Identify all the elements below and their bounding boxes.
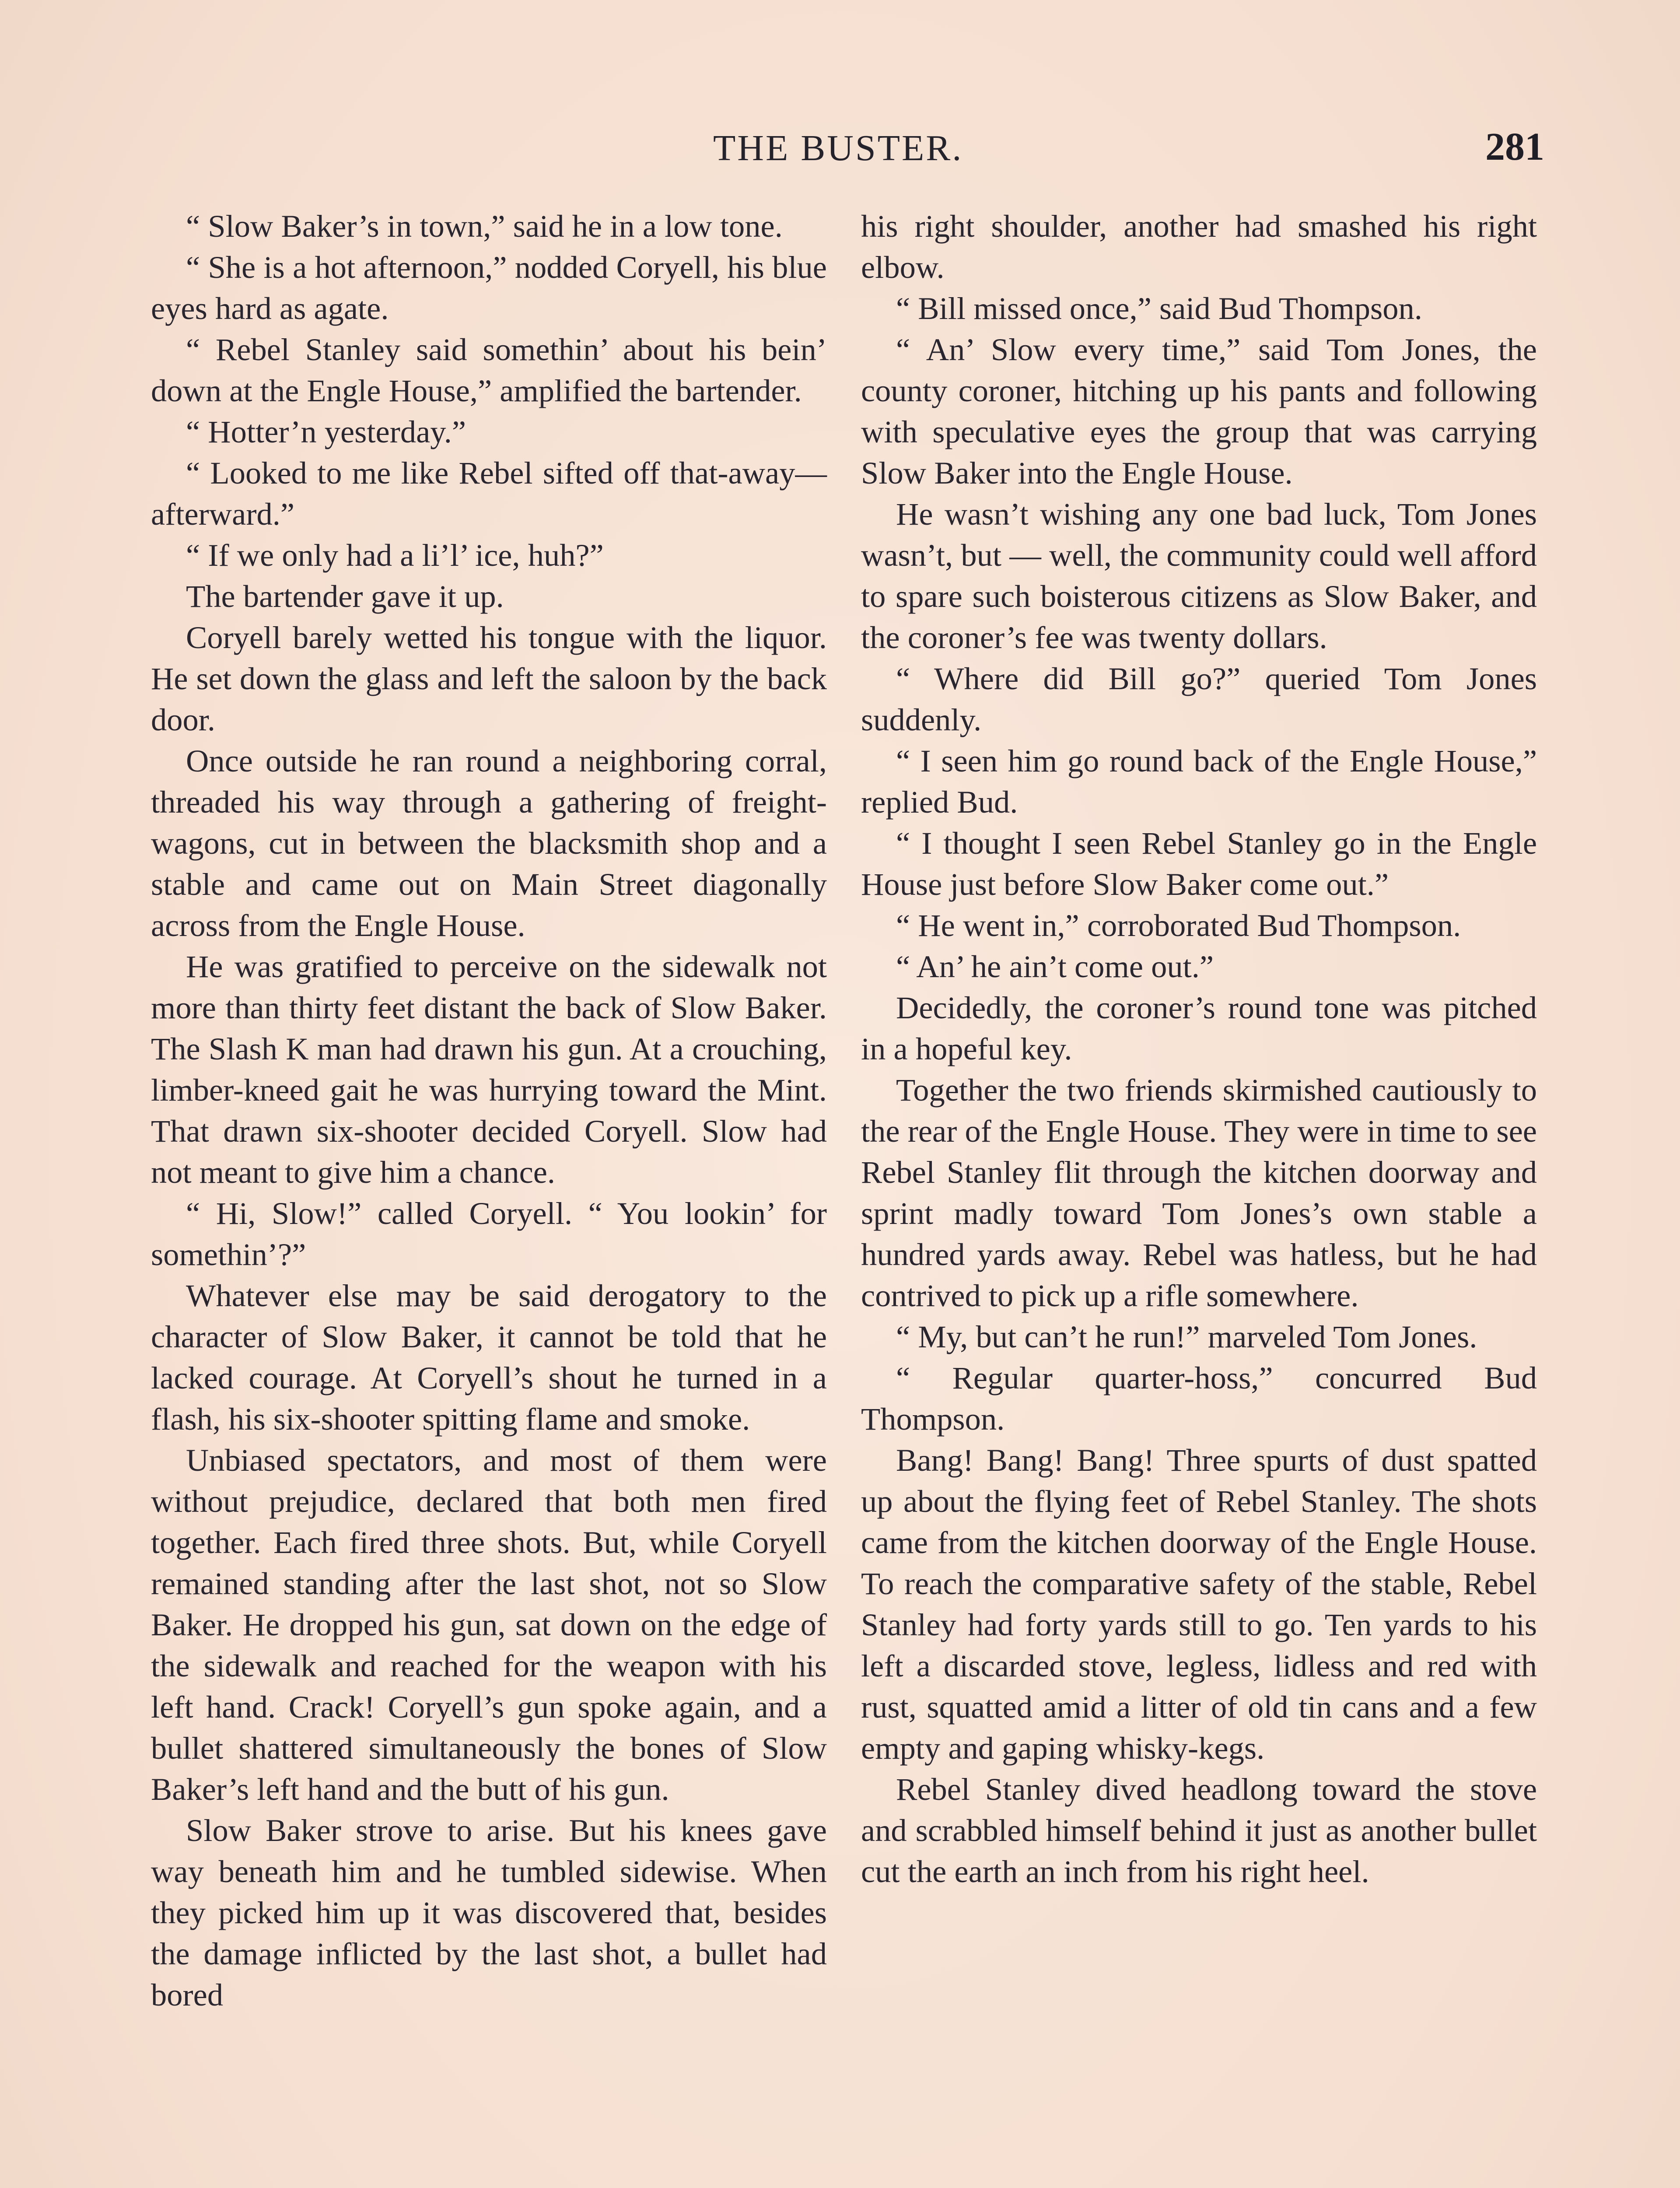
paragraph: “ She is a hot afternoon,” nodded Coryell, his blue eyes hard as agate.	[151, 249, 827, 326]
paragraph: The bartender gave it up.	[186, 579, 504, 614]
paragraph: “ I seen him go round back of the Engle House,” replied Bud.	[861, 743, 1537, 820]
paragraph: “ Hi, Slow!” called Coryell. “ You lookin’ for somethin’?”	[151, 1196, 827, 1272]
paragraph: “ An’ Slow every time,” said Tom Jones, the county coroner, hitching up his pants and following with speculative eyes the group that was carrying Slow Baker into the Engle House.	[861, 332, 1537, 491]
paragraph: Slow Baker strove to arise. But his knees gave way beneath him and he tumbled sidewise. When they picked him up it was discovered that, besides the damage inflicted by the last shot, a bullet had bored	[151, 1813, 827, 2013]
paragraph: “ An’ he ain’t come out.”	[896, 949, 1214, 984]
paragraph: “ Hotter’n yesterday.”	[186, 414, 466, 449]
paragraph: “ Regular quarter-hoss,” concurred Bud Thompson.	[861, 1360, 1537, 1437]
right-text-column	[861, 206, 1537, 1892]
paragraph: Decidedly, the coroner’s round tone was pitched in a hopeful key.	[861, 990, 1537, 1066]
page-number: 281	[1485, 125, 1544, 168]
paragraph: “ Looked to me like Rebel sifted off that-away—afterward.”	[151, 455, 827, 532]
paragraph: He wasn’t wishing any one bad luck, Tom Jones wasn’t, but — well, the community could well afford to spare such boisterous citizens as Slow Baker, and the coroner’s fee was twenty dollars.	[861, 496, 1537, 655]
paragraph: “ If we only had a li’l’ ice, huh?”	[186, 537, 604, 573]
paragraph: Together the two friends skirmished cautiously to the rear of the Engle House. They were in time to see Rebel Stanley flit through the kitchen doorway and sprint madly toward Tom Jones’s own stable a hundred yards away. Rebel was hatless, but he had contrived to pick up a rifle somewhere.	[861, 1072, 1537, 1313]
page-header	[0, 127, 1680, 179]
paragraph: He was gratified to perceive on the sidewalk not more than thirty feet distant the back of Slow Baker. The Slash K man had drawn his gun. At a crouching, limber-kneed gait he was hurrying toward the Mint. That drawn six-shooter decided Coryell. Slow had not meant to give him a chance.	[151, 949, 827, 1190]
paragraph: his right shoulder, another had smashed his right elbow.	[861, 208, 1537, 285]
paragraph: Coryell barely wetted his tongue with the liquor. He set down the glass and left the saloon by the back door.	[151, 620, 827, 737]
running-title: THE BUSTER.	[713, 128, 963, 168]
paragraph: Unbiased spectators, and most of them were without prejudice, declared that both men fired together. Each fired three shots. But, while Coryell remained standing after the last shot, not so Slow Baker. He dropped his gun, sat down on the edge of the sidewalk and reached for the weapon with his left hand. Crack! Coryell’s gun spoke again, and a bullet shattered simultaneously the bones of Slow Baker’s left hand and the butt of his gun.	[151, 1442, 827, 1807]
paragraph: Rebel Stanley dived headlong toward the stove and scrabbled himself behind it just as another bullet cut the earth an inch from his right heel.	[861, 1771, 1537, 1889]
left-text-column	[151, 206, 827, 2016]
paragraph: “ Rebel Stanley said somethin’ about his bein’ down at the Engle House,” amplified the bartender.	[151, 332, 827, 408]
paragraph: “ Where did Bill go?” queried Tom Jones suddenly.	[861, 661, 1537, 737]
paragraph: “ Bill missed once,” said Bud Thompson.	[896, 291, 1422, 326]
paragraph: Bang! Bang! Bang! Three spurts of dust spatted up about the flying feet of Rebel Stanley. The shots came from the kitchen doorway of the Engle House. To reach the comparative safety of the stable, Rebel Stanley had forty yards still to go. Ten yards to his left a discarded stove, legless, lidless and red with rust, squatted amid a litter of old tin cans and a few empty and gaping whisky-kegs.	[861, 1442, 1537, 1766]
paragraph: “ Slow Baker’s in town,” said he in a low tone.	[186, 208, 783, 244]
paragraph: Whatever else may be said derogatory to the character of Slow Baker, it cannot be told that he lacked courage. At Coryell’s shout he turned in a flash, his six-shooter spitting flame and smoke.	[151, 1278, 827, 1437]
paragraph: “ My, but can’t he run!” marveled Tom Jones.	[896, 1319, 1477, 1354]
paragraph: Once outside he ran round a neighboring corral, threaded his way through a gathering of freight-wagons, cut in between the blacksmith shop and a stable and came out on Main Street diagonally across from the Engle House.	[151, 743, 827, 943]
paragraph: “ He went in,” corroborated Bud Thompson.	[896, 908, 1461, 943]
paragraph: “ I thought I seen Rebel Stanley go in the Engle House just before Slow Baker come out.”	[861, 825, 1537, 902]
